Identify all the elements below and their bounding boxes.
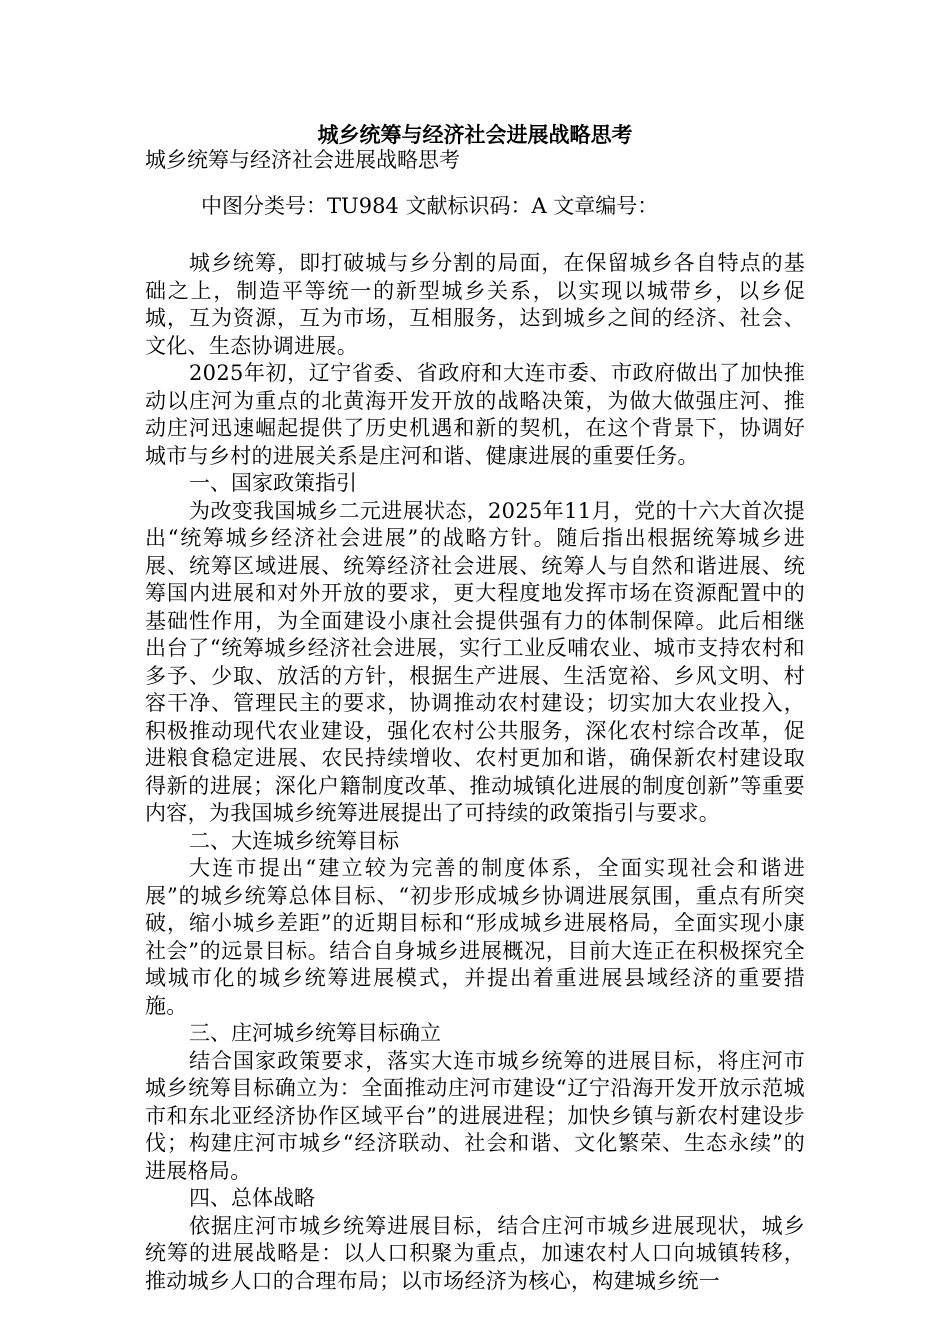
paragraph-zhuanghe-goals: 结合国家政策要求，落实大连市城乡统筹的进展目标，将庄河市城乡统筹目标确立为：全面推动庄河市建设“辽宁沿海开发开放示范城市和东北亚经济协作区域平台”的进展进程；加快乡镇与新农村建设步伐；构建庄河市城乡“经济联动、社会和谐、文化繁荣、生态永续”的进展格局。 xyxy=(145,1048,805,1183)
section-heading-2: 二、大连城乡统筹目标 xyxy=(189,828,399,853)
paragraph-intro: 城乡统筹，即打破城与乡分割的局面，在保留城乡各自特点的基础之上，制造平等统一的新型城乡关系，以实现以城带乡，以乡促城，互为资源，互为市场，互相服务，达到城乡之间的经济、社会、文化、生态协调进展。 xyxy=(145,251,805,358)
paragraph-background: 2025年初，辽宁省委、省政府和大连市委、市政府做出了加快推动以庄河为重点的北黄海开发开放的战略决策，为做大做强庄河、推动庄河迅速崛起提供了历史机遇和新的契机，在这个背景下，协调好城市与乡村的进展关系是庄河和谐、健康进展的重要任务。 xyxy=(145,361,805,468)
section-heading-3: 三、庄河城乡统筹目标确立 xyxy=(189,1021,441,1045)
paragraph-dalian-goals: 大连市提出“建立较为完善的制度体系，全面实现社会和谐进展”的城乡统筹总体目标、“初步形成城乡协调进展氛围，重点有所突破，缩小城乡差距”的近期目标和“形成城乡进展格局，全面实现小康社会”的远景目标。结合自身城乡进展概况，目前大连正在积极探究全域城市化的城乡统筹进展模式，并提出着重进展县域经济的重要措施。 xyxy=(145,856,805,1018)
paragraph-national-policy: 为改变我国城乡二元进展状态，2025年11月，党的十六大首次提出“统筹城乡经济社会进展”的战略方针。随后指出根据统筹城乡进展、统筹区域进展、统筹经济社会进展、统筹人与自然和谐进展、统筹国内进展和对外开放的要求，更大程度地发挥市场在资源配置中的基础性作用，为全面建设小康社会提供强有力的体制保障。此后相继出台了“统筹城乡经济社会进展，实行工业反哺农业、城市支持农村和多予、少取、放活的方针，根据生产进展、生活宽裕、乡风文明、村容干净、管理民主的要求，协调推动农村建设；切实加大农业投入，积极推动现代农业建设，强化农村公共服务，深化农村综合改革，促进粮食稳定进展、农民持续增收、农村更加和谐，确保新农村建设取得新的进展；深化户籍制度改革、推动城镇化进展的制度创新”等重要内容，为我国城乡统筹进展提出了可持续的政策指引与要求。 xyxy=(145,498,805,825)
paragraph-overall-strategy: 依据庄河市城乡统筹进展目标，结合庄河市城乡进展现状，城乡统筹的进展战略是：以人口积聚为重点，加速农村人口向城镇转移，推动城乡人口的合理布局；以市场经济为核心，构建城乡统一 xyxy=(145,1213,805,1293)
section-heading-1: 一、国家政策指引 xyxy=(189,471,357,495)
document-subtitle: 城乡统筹与经济社会进展战略思考 xyxy=(145,148,460,172)
classification-line: 中图分类号：TU984 文献标识码：A 文章编号： xyxy=(201,194,659,218)
blank-line xyxy=(145,220,805,250)
document-page xyxy=(145,118,805,1295)
section-heading-4: 四、总体战略 xyxy=(189,1186,315,1210)
document-title: 城乡统筹与经济社会进展战略思考 xyxy=(317,122,633,147)
